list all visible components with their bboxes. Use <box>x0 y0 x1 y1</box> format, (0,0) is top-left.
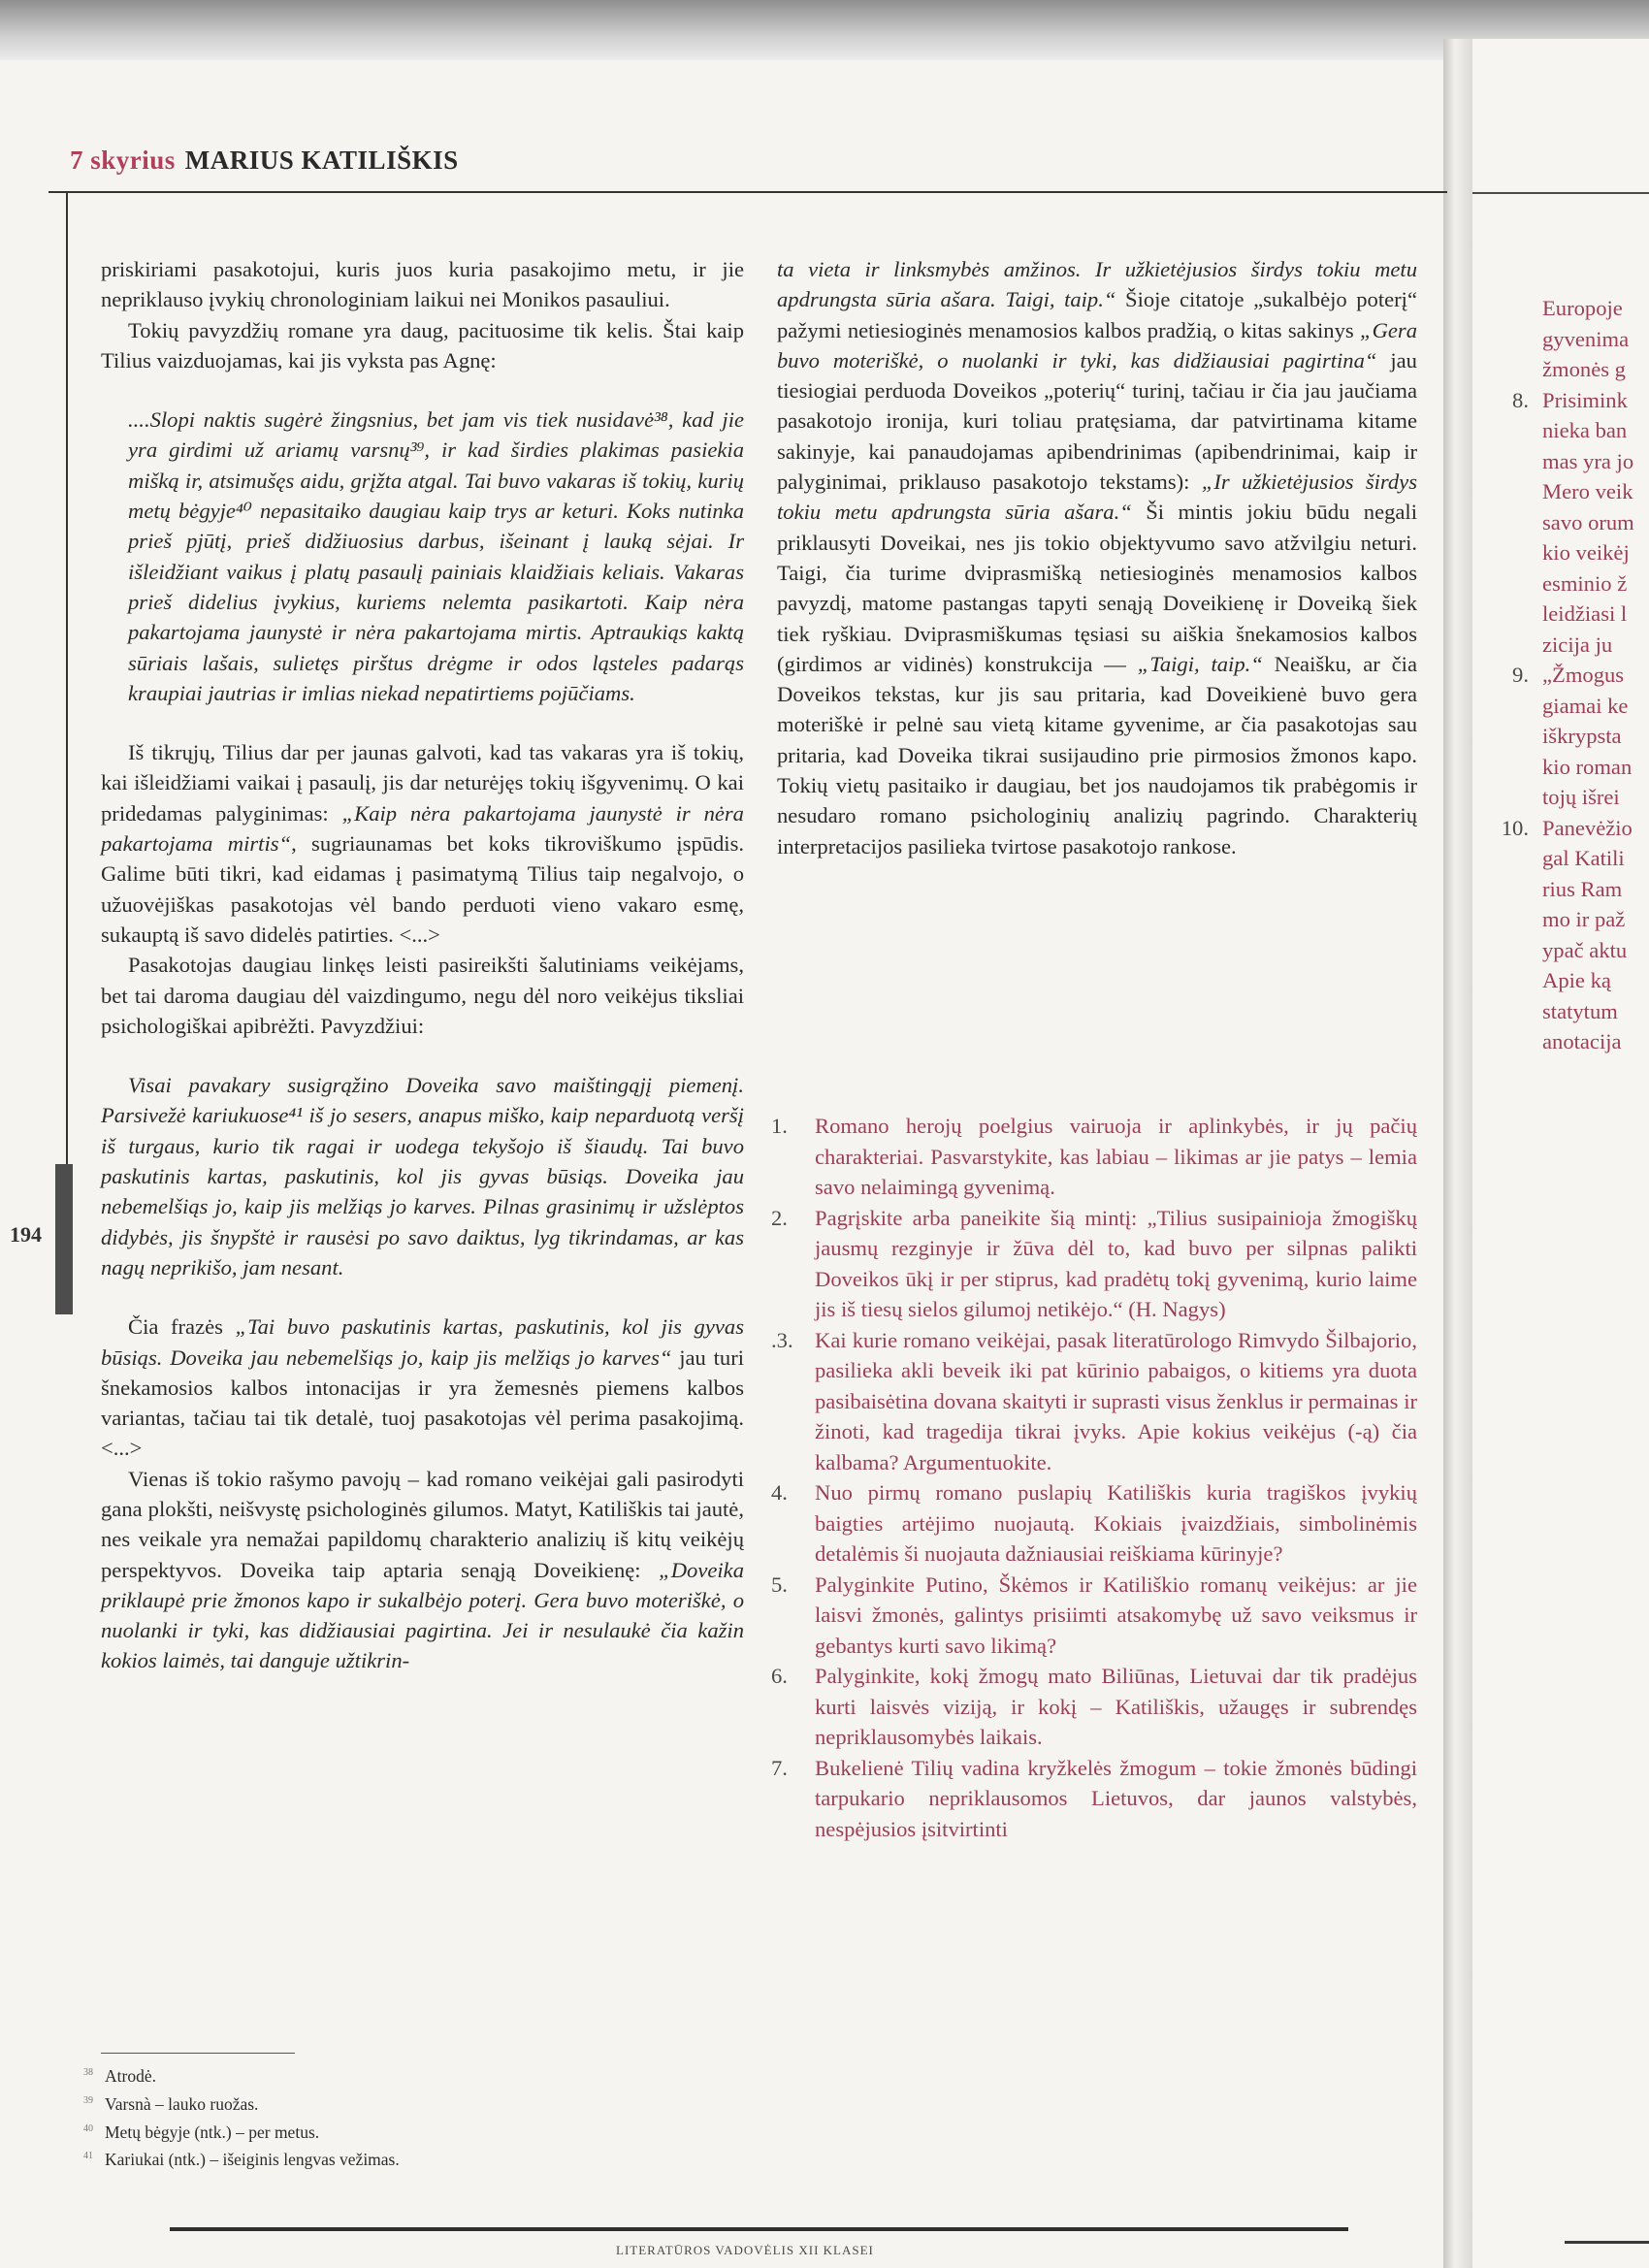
footnote <box>83 2060 665 2089</box>
question-item <box>771 1111 1417 1203</box>
spacer <box>101 1282 744 1312</box>
footnote-text: Atrodė. <box>105 2065 156 2086</box>
question-item <box>771 1753 1417 1845</box>
question-number: 1. <box>771 1114 788 1138</box>
right-page-line-text: nieka ban <box>1542 418 1628 442</box>
footnote <box>83 2144 665 2172</box>
right-page-line-number: 10. <box>1501 815 1529 840</box>
right-page <box>1472 39 1649 2268</box>
right-page-line-text: zicija ju <box>1542 632 1613 657</box>
right-page-bottom-rule <box>1565 2241 1649 2244</box>
footer-rule <box>170 2227 1348 2231</box>
right-page-line <box>1472 660 1649 691</box>
right-page-line <box>1472 691 1649 722</box>
spacer <box>101 375 744 405</box>
spacer <box>101 1041 744 1070</box>
footnote-text: Varsnà – lauko ruožas. <box>105 2093 259 2114</box>
page-number: 194 <box>10 1222 42 1247</box>
text-run: Vienas iš tokio rašymo pavojų – kad romano veikėjai gali pasirodyti gana plokšti, neišvystę psichologinės gilumos. Matyt, Katiliškis tai jautė, nes veikale yra nemažai papildomų charakterio analizių iš kitų veikėjų perspektyvos. Doveika taip aptaria senąją Doveikienę: <box>101 1466 744 1582</box>
right-page-line <box>1472 507 1649 538</box>
right-page-line <box>1472 752 1649 783</box>
right-column <box>777 254 1417 861</box>
question-item <box>771 1325 1417 1478</box>
right-page-line <box>1472 904 1649 935</box>
right-page-line <box>1472 476 1649 507</box>
right-page-line-text: kio roman <box>1542 754 1633 779</box>
paragraph <box>101 1312 744 1463</box>
italic-run: ta vieta ir linksmybės amžinos. Ir užkietėjusios širdys tokiu metu apdrungsta sūria ašara. Taigi, taip.“ <box>777 257 1417 312</box>
text-run: Iš tikrųjų, Tilius dar per jaunas galvoti, kad tas vakaras yra iš tokių, kai išleidžiami vaikai į pasaulį, jis dar neturėjęs tokių išgyvenimų. O kai pridedamas palyginimas: <box>101 740 744 826</box>
question-item <box>771 1203 1417 1325</box>
italic-run: „Tai buvo paskutinis kartas, paskutinis, kol jis gyvas būsiąs. Doveika jau nebemelšiąs jo, kaip jis melžiąs jo karves“ <box>101 1314 744 1370</box>
question-number: 2. <box>771 1205 788 1230</box>
spacer <box>101 708 744 737</box>
right-page-line <box>1472 1026 1649 1057</box>
right-page-line <box>1472 354 1649 385</box>
italic-run: „Taigi, taip.“ <box>1137 651 1263 676</box>
right-page-line-text: Apie ką <box>1542 968 1611 992</box>
right-page-line <box>1472 721 1649 752</box>
right-page-line-text: gal Katili <box>1542 846 1625 870</box>
footnote-rule <box>101 2053 295 2054</box>
footnote-number: 41 <box>83 2151 93 2162</box>
right-page-line <box>1472 568 1649 599</box>
right-page-line-text: esminio ž <box>1542 570 1628 596</box>
quotation: ....Slopi naktis sugėrė žingsnius, bet jam vis tiek nusidavė³⁸, kad jie yra girdimi už ariamų varsnų³⁹, ir kad širdies plakimas pasiekia mišką ir, atsimušęs aidu, grįžta atgal. Tai buvo vakaras iš tokių, kurių metų bėgyje⁴⁰ nepasitaiko daugiau kaip trys ar keturi. Koks nutinka prieš pjūtį, prieš didžiuosius darbus, išeinant į lauką sėjai. Ir išleidžiant vaikus į platų pasaulį painiais klaidžiais keliais. Vakaras prieš didelius įvykius, kuriems nelemta pasikartoti. Kaip nėra pakartojama jaunystė ir nėra pakartojama mirtis. Aptraukiąs kaktą sūriais lašais, sulietęs pirštus drėgme ir odos ląsteles padarąs kraupiai jautrias ir imlias niekad nepatirtiems pojūčiams. <box>128 407 744 705</box>
paragraph <box>101 737 744 950</box>
left-column <box>101 254 744 1676</box>
paragraph: Tokių pavyzdžių romane yra daug, pacituosime tik kelis. Štai kaip Tilius vaizduojamas, kai jis vyksta pas Agnę: <box>101 317 744 373</box>
right-page-line <box>1472 293 1649 324</box>
question-number: 7. <box>771 1755 788 1780</box>
author-name: MARIUS KATILIŠKIS <box>184 146 459 175</box>
question-number: 5. <box>771 1571 788 1597</box>
question-number: 4. <box>771 1480 788 1505</box>
footnote-text: Metų bėgyje (ntk.) – per metus. <box>105 2122 320 2142</box>
chapter-label: 7 skyrius <box>70 146 176 175</box>
text-run: Šioje citatoje „sukalbėjo poterį“ pažymi netiesioginės menamosios kalbos pradžią, o kitas sakinys <box>777 287 1417 342</box>
right-page-line <box>1472 874 1649 905</box>
right-page-line-text: Panevėžio <box>1542 815 1633 840</box>
italic-run: „Ir užkietėjusios širdys tokiu metu apdrungsta sūria ašara.“ <box>777 470 1417 525</box>
right-page-text <box>1472 293 1649 1057</box>
chapter-header <box>70 146 459 176</box>
italic-run: „Doveika priklaupė prie žmonos kapo ir sukalbėjo poterį. Gera buvo moteriškė, o nuolanki ir tyki, kas didžiausiai pagirtina. Jei ir nesulaukė čia kažin kokios laimės, tai danguje užtikrin- <box>101 1557 744 1673</box>
right-page-line <box>1472 996 1649 1027</box>
right-page-line <box>1472 415 1649 446</box>
question-text: Nuo pirmų romano puslapių Katiliškis kuria tragiškos įvykių baigties artėjimo nuojautą. Kokiais įvaizdžiais, simbolinėmis detalėmis ši nuojauta dažniausiai reiškiama kūrinyje? <box>815 1480 1417 1566</box>
right-page-line <box>1472 385 1649 416</box>
right-page-line <box>1472 537 1649 568</box>
footnotes <box>83 2060 665 2172</box>
text-run: Ši mintis jokiu būdu negali priklausyti Doveikai, nes jis tokio objektyvumo savo atžvilgiu neturi. Taigi, čia turime dviprasmišką netiesioginės menamosios kalbos pavyzdį, matome pastangas tapyti senąją Doveikienę ir Doveiką šiek tiek ryškiau. Dviprasmiškumas tęsiasi su aiškia šnekamosios kalbos (girdimos ar vidinės) konstrukcija — <box>777 500 1417 676</box>
footnote-number: 38 <box>83 2067 93 2078</box>
header-rule <box>48 191 1447 193</box>
question-number: 6. <box>771 1664 788 1688</box>
text-run: jau tiesiogiai perduoda Doveikos „poterių“ turinį, tačiau ir čia jau jaučiama pasakotojo ironija, kuri toliau pratęsiama, dar patvirtinama kitame sakinyje, kai panaudojamas apibendrinimas (apibendrinimai, kaip ir palyginimai, priklauso pasakotojo tekstams): <box>777 347 1417 495</box>
right-page-line <box>1472 630 1649 661</box>
right-page-line-text: leidžiasi l <box>1542 601 1628 626</box>
right-page-line-text: tojų išrei <box>1542 785 1620 809</box>
paragraph: Pasakotojas daugiau linkęs leisti pasireikšti šalutiniams veikėjams, bet tai daroma daugiau dėl vaizdingumo, negu dėl noro veikėjus tiksliai psichologiškai apibrėžti. Pavyzdžiui: <box>101 953 744 1038</box>
paragraph <box>101 1464 744 1676</box>
right-page-line-text: Europoje <box>1542 296 1623 320</box>
footnote <box>83 2117 665 2145</box>
italic-run: „Gera buvo moteriškė, o nuolanki ir tyki, kas didžiausiai pagirtina“ <box>777 317 1417 373</box>
right-page-line <box>1472 599 1649 630</box>
question-number: .3. <box>771 1327 793 1352</box>
book-gutter <box>1443 39 1472 2268</box>
question-item <box>771 1477 1417 1570</box>
question-item <box>771 1661 1417 1753</box>
right-page-line <box>1472 965 1649 996</box>
text-run: Čia frazės <box>128 1314 236 1340</box>
question-item <box>771 1570 1417 1662</box>
page-tab-marker <box>55 1164 73 1314</box>
right-page-line-text: anotacija <box>1542 1029 1622 1053</box>
right-page-line-number: 8. <box>1512 387 1529 412</box>
text-run: Neaišku, ar čia Doveikos tekstas, kur jis sau pritaria, kad Doveikienė buvo gera moteriškė ir pelnė sau vietą kitame gyvenime, ar čia pasakotojas sau pritaria, kad Doveika tikrai susijaudino prie pirmosios žmonos kapo. Tokių vietų pasitaiko ir daugiau, bet jos naudojamos tik prabėgomis ir nesudaro romano psichologinių analizių pagrindo. Charakterių interpretacijos pasilieka tvirtose pasakotojo rankose. <box>777 651 1417 859</box>
paragraph <box>777 254 1417 861</box>
question-text: Bukelienė Tilių vadina kryžkelės žmogum – tokie žmonės būdingi tarpukario nepriklausomos Lietuvos, dar jaunos valstybės, nespėjusios įsitvirtinti <box>815 1755 1417 1841</box>
right-page-line-text: Prisimink <box>1542 387 1628 412</box>
frame-left-rule <box>66 191 68 1219</box>
quotation: Visai pavakary susigrąžino Doveika savo maištingąjį piemenį. Parsivežė kariukuose⁴¹ iš jo sesers, anapus miško, kaip neparduotą veršį iš turgaus, kurio tik ragai ir uodega tekyšojo iš šiaudų. Tai buvo paskutinis kartas, paskutinis, kol jis gyvas būsiąs. Doveika jau nebemelšiąs jo, kaip jis melžiąs jo karves. Pilnas grasinimų ir užslėptos didybės, jis šnypštė ir rausėsi po savo daiktus, lyg tikrindamas, ar kas nagų neprikišo, jam nesant. <box>101 1073 744 1280</box>
question-text: Kai kurie romano veikėjai, pasak literatūrologo Rimvydo Šilbajorio, pasilieka akli beveik iki pat kūrinio pabaigos, o kitiems yra duota pasibaisėtina dovana skaityti ir suprasti visus ženklus ir permainas ir žinoti, kad tragedija tikrai įvyks. Apie kokius veikėjus (-ą) čia kalbama? Argumentuokite. <box>815 1327 1417 1474</box>
right-page-line-text: rius Ram <box>1542 876 1623 901</box>
right-page-line-text: „Žmogus <box>1542 663 1625 687</box>
italic-run: „Kaip nėra pakartojama jaunystė ir nėra pakartojama mirtis“ <box>101 800 744 857</box>
right-page-line-text: giamai ke <box>1542 693 1629 718</box>
right-page-line-text: mo ir paž <box>1542 907 1626 931</box>
question-text: Romano herojų poelgius vairuoja ir aplinkybės, ir jų pačių charakteriai. Pasvarstykite, kas labiau – likimas ar jie patys – lemia savo nelaimingą gyvenimą. <box>815 1114 1417 1199</box>
text-run: , sugriaunamas bet koks tikroviškumo įspūdis. Galime būti tikri, kad eidamas į pasimatymą Tilius taip negalvojo, o užuovėjiškas pasakotojas vėl bando perduoti vieno vakaro esmę, sukauptą iš savo didelės patirties. <...> <box>101 831 745 947</box>
footer-text: LITERATŪROS VADOVĖLIS XII KLASEI <box>616 2243 874 2257</box>
question-text: Palyginkite, kokį žmogų mato Biliūnas, Lietuvai dar tik pradėjus kurti laisvės viziją, ir kokį – Katiliškis, užaugęs ir subrendęs nepriklausomybės laikais. <box>815 1664 1417 1749</box>
top-shadow <box>0 0 1649 60</box>
right-page-line-text: gyvenima <box>1542 326 1630 351</box>
footnote-text: Kariukai (ntk.) – išeiginis lengvas vežimas. <box>105 2150 400 2170</box>
right-page-line <box>1472 324 1649 355</box>
right-page-line-text: Mero veik <box>1542 479 1633 503</box>
text-run: jau turi šnekamosios kalbos intonacijas ir yra žemesnės piemens kalbos variantas, tačiau tai tik detalė, tuoj pasakotojas vėl perima pasakojimą. <...> <box>101 1345 744 1461</box>
right-page-line-number: 9. <box>1512 663 1529 687</box>
right-page-line-text: žmonės g <box>1542 357 1626 381</box>
right-page-line <box>1472 813 1649 844</box>
right-page-line <box>1472 843 1649 874</box>
right-page-line-text: kio veikėj <box>1542 540 1630 565</box>
footnote <box>83 2089 665 2117</box>
right-page-line-text: mas yra jo <box>1542 448 1634 473</box>
right-page-line-text: savo orum <box>1542 509 1634 535</box>
right-page-line-text: statytum <box>1542 998 1618 1023</box>
question-text: Palyginkite Putino, Škėmos ir Katiliškio romanų veikėjus: ar jie laisvi žmonės, galintys prisiimti atsakomybę už savo veiksmus ir gebantys kurti savo likimą? <box>815 1571 1417 1658</box>
paragraph: priskiriami pasakotojui, kuris juos kuria pasakojimo metu, ir jie nepriklauso įvykių chronologiniam laikui nei Monikos pasauliui. <box>101 257 744 312</box>
right-page-line <box>1472 782 1649 813</box>
right-page-line <box>1472 446 1649 477</box>
questions-list <box>771 1111 1417 1844</box>
question-text: Pagrįskite arba paneikite šią mintį: „Tilius susipainioja žmogiškų jausmų rezginyje ir žūva dėl to, kad buvo per silpnas palikti Doveikos ūkį ir per stiprus, kad pradėtų tokį gyvenimą, kurio laime jis iš tiesų sielos gilumoj netikėjo.“ (H. Nagys) <box>815 1205 1417 1321</box>
footnote-number: 39 <box>83 2094 93 2106</box>
right-page-line-text: iškrypsta <box>1542 724 1622 748</box>
right-page-line <box>1472 935 1649 966</box>
right-page-line-text: ypač aktu <box>1542 937 1628 962</box>
right-page-rule <box>1472 192 1649 194</box>
footnote-number: 40 <box>83 2122 93 2134</box>
